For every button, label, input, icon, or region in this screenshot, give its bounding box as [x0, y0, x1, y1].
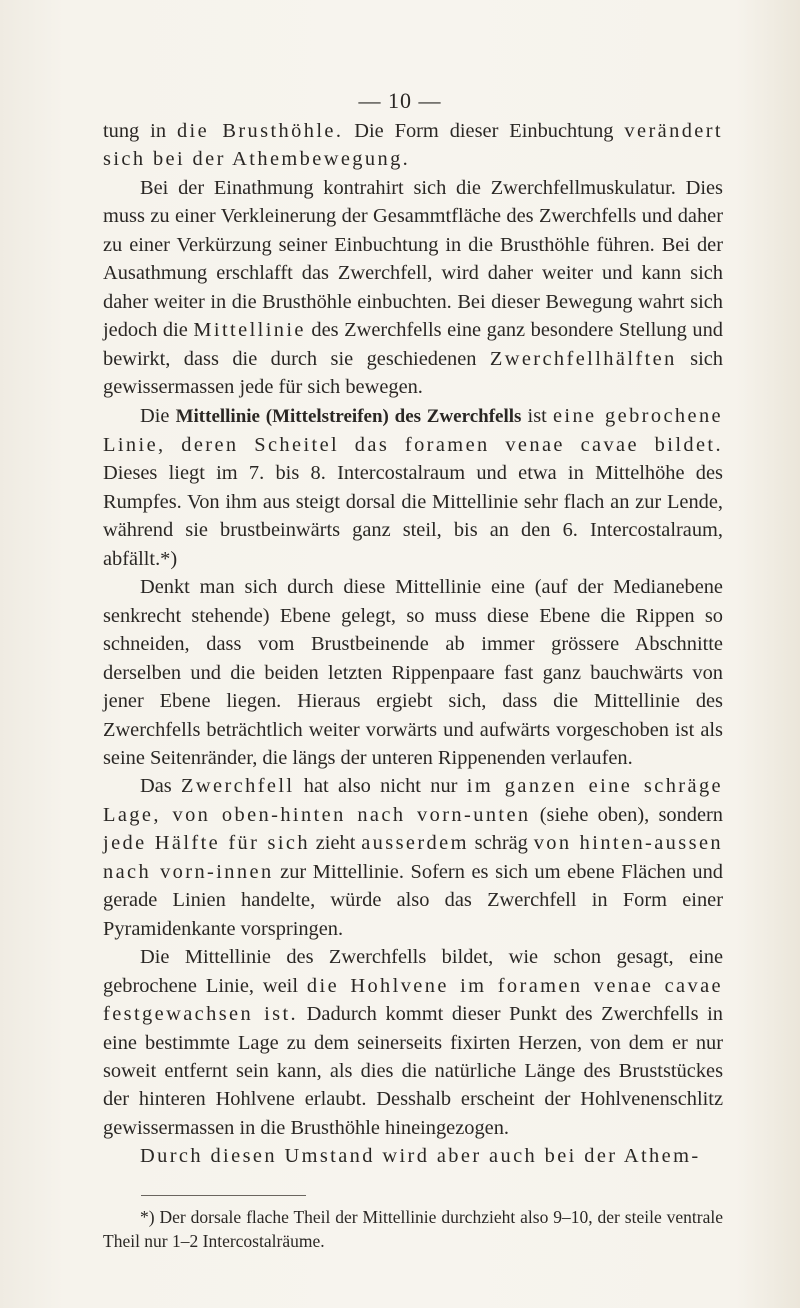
text-run: schräg	[468, 832, 534, 855]
text-run: Die	[140, 404, 176, 427]
text-run: Dadurch kommt dieser Punkt des Zwerchfells in eine bestimmte Lage zu dem seinerseits fixirten Herzen, von dem er nur soweit entfernt sein kann, als dies die natürliche Länge des Bruststückes der hinteren Hohlvene erlaubt. Desshalb erscheint der Hohlvenenschlitz gewissermassen in die Brusthöhle hineingezogen.	[103, 1003, 723, 1139]
emphasis-run: verändert	[624, 120, 723, 142]
text-run: zur Mittellinie. Sofern es sich um ebene Flächen und gerade Linien handelte, würde also das Zwerchfell in Form einer Pyramidenkante vorspringen.	[103, 860, 723, 940]
text-run: des Zwerchfells eine ganz besondere Stellung und bewirkt, dass die durch sie geschiedenen	[103, 319, 724, 370]
paragraph	[103, 772, 723, 943]
emphasis-run: sich bei der Athembewegung.	[103, 148, 411, 171]
paragraph	[103, 573, 723, 772]
text-run: sich gewissermassen jede für sich bewegen.	[103, 347, 723, 399]
emphasis-run: von hinten-aussen nach vorn-innen	[103, 832, 723, 883]
text-run: zieht	[309, 832, 362, 855]
text-run: Die Form dieser Einbuchtung	[343, 120, 625, 142]
paragraph	[103, 174, 723, 402]
text-run: Die Mittellinie des Zwerchfells bildet, wie schon gesagt, eine gebrochene Linie, weil	[103, 946, 723, 997]
text-run: Dieses liegt im 7. bis 8. Intercostalraum und etwa in Mittelhöhe des Rumpfes. Von ihm aus steigt dorsal die Mittellinie sehr flach an zur Lende, während sie brustbeinwärts ganz steil, bis an den 6. Intercostalraum, abfällt.*)	[103, 462, 723, 570]
paragraph	[103, 1142, 723, 1170]
footnote-text: *) Der dorsale flache Theil der Mittellinie durchzieht also 9–10, der steile ventrale Theil nur 1–2 Intercostalräume.	[103, 1207, 723, 1251]
text-run: Bei der Einathmung kontrahirt sich die Zwerchfellmuskulatur. Dies muss zu einer Verkleinerung der Gesammtfläche des Zwerchfells und daher zu einer Verkürzung seiner Einbuchtung in die Brusthöhle führen. Bei der Ausathmung erschlafft das Zwerchfell, wird daher weiter und kann sich daher weiter in die Brusthöhle einbuchten. Bei dieser Bewegung wahrt sich jedoch die	[103, 176, 723, 342]
paragraph	[103, 943, 723, 1142]
emphasis-run: Mittellinie	[193, 319, 306, 342]
page-number: — 10 —	[358, 88, 442, 113]
emphasis-run: ausserdem	[361, 832, 469, 855]
emphasis-run: Durch diesen Umstand wird aber auch bei der Athem-	[140, 1145, 701, 1168]
text-run: hat also nicht nur	[294, 775, 467, 798]
text-run: ist	[521, 404, 553, 427]
paragraph	[103, 402, 723, 574]
text-run: (siehe oben), sondern	[530, 803, 724, 826]
footnote	[103, 1205, 723, 1253]
emphasis-run: Zwerchfellhälften	[489, 347, 677, 370]
emphasis-run: im ganzen eine schräge Lage, von oben-hinten nach vorn-unten	[103, 775, 723, 826]
text-run: Denkt man sich durch diese Mittellinie eine (auf der Medianebene senkrecht stehende) Ebene gelegt, so muss diese Ebene die Rippen so schneiden, dass vom Brustbeinende ab immer grössere Abschnitte derselben und die beiden letzten Rippenpaare fast ganz bauchwärts von jener Ebene liegen. Hieraus ergiebt sich, dass die Mittellinie des Zwerchfells beträchtlich weiter vorwärts und aufwärts vorgeschoben ist als seine Seitenränder, die längs der unteren Rippenenden verlaufen.	[103, 576, 723, 769]
bold-heading-run: Mittellinie (Mittelstreifen) des Zwerchfells	[175, 405, 522, 427]
footnote-divider	[141, 1195, 306, 1196]
emphasis-run: die Hohlvene im foramen venae cavae festgewachsen ist.	[103, 974, 723, 1026]
text-run: tung in	[103, 120, 177, 142]
emphasis-run: Zwerchfell	[181, 775, 295, 798]
emphasis-run: die Brusthöhle.	[176, 120, 344, 142]
emphasis-run: eine gebrochene Linie, deren Scheitel das foramen venae cavae bildet.	[103, 404, 723, 456]
emphasis-run: jede Hälfte für sich	[103, 832, 310, 855]
text-run: Das	[140, 775, 182, 798]
body-text	[103, 117, 723, 1171]
paragraph	[103, 117, 723, 174]
